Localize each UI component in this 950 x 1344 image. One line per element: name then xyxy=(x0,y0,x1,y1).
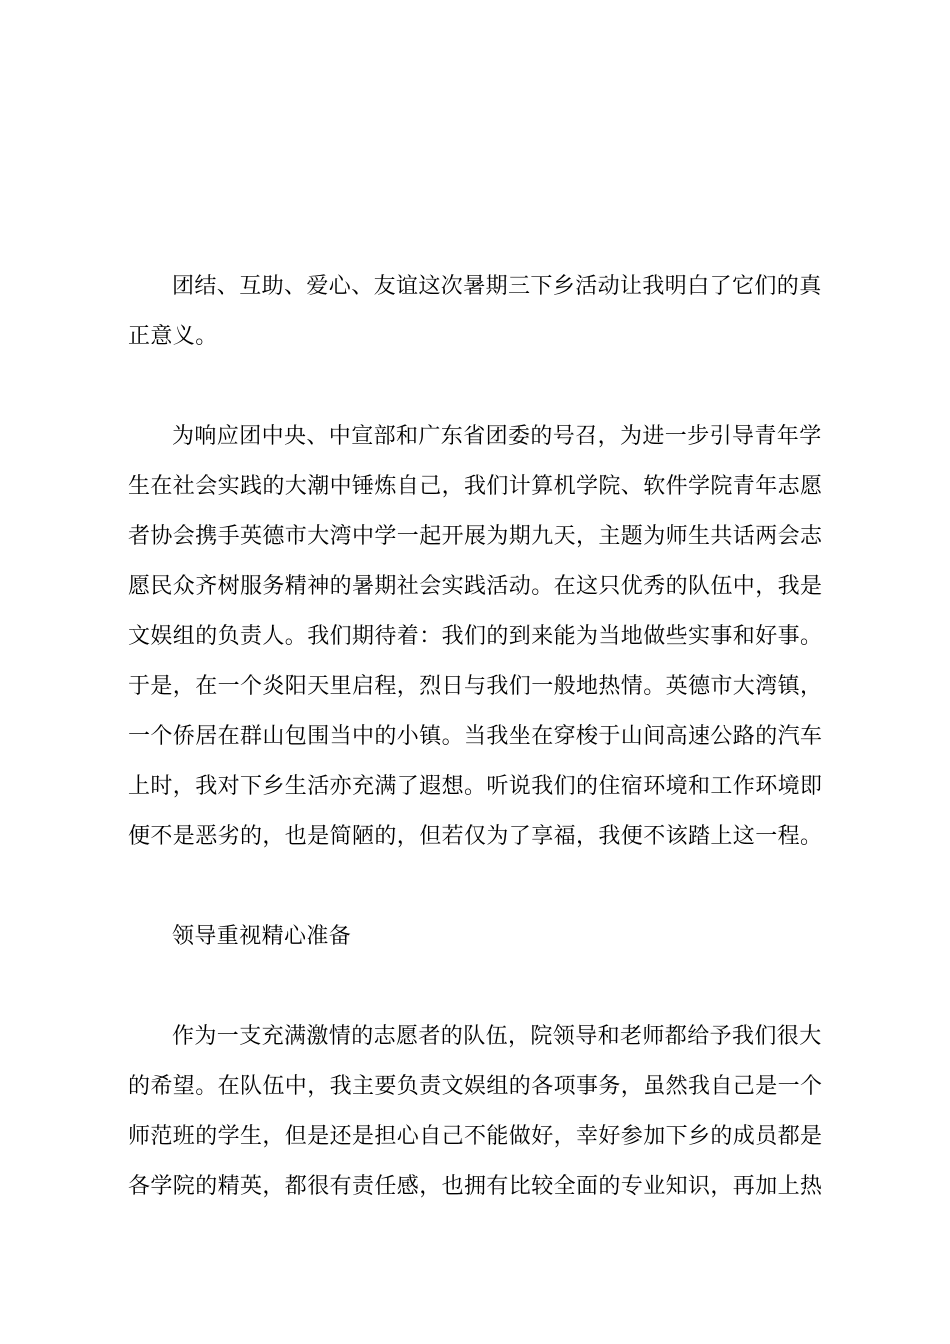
paragraph-line: 团结、互助、爱心、友谊这次暑期三下乡活动让我明白了它们的真 xyxy=(172,274,822,299)
section-heading: 领导重视精心准备 xyxy=(172,924,352,949)
paragraph-line: 正意义。 xyxy=(128,324,218,349)
paragraph-line: 的希望。在队伍中，我主要负责文娱组的各项事务，虽然我自己是一个 xyxy=(128,1074,823,1099)
paragraph-line: 文娱组的负责人。我们期待着：我们的到来能为当地做些实事和好事。 xyxy=(128,624,823,649)
paragraph-line: 者协会携手英德市大湾中学一起开展为期九天，主题为师生共话两会志 xyxy=(128,524,823,549)
paragraph-line: 上时，我对下乡生活亦充满了遐想。听说我们的住宿环境和工作环境即 xyxy=(128,774,823,799)
paragraph-line: 各学院的精英，都很有责任感，也拥有比较全面的专业知识，再加上热 xyxy=(128,1174,823,1199)
paragraph-line: 愿民众齐树服务精神的暑期社会实践活动。在这只优秀的队伍中，我是 xyxy=(128,574,823,599)
paragraph-line: 为响应团中央、中宣部和广东省团委的号召，为进一步引导青年学 xyxy=(172,424,822,449)
paragraph-line: 一个侨居在群山包围当中的小镇。当我坐在穿梭于山间高速公路的汽车 xyxy=(128,724,823,749)
paragraph-line: 生在社会实践的大潮中锤炼自己，我们计算机学院、软件学院青年志愿 xyxy=(128,474,823,499)
paragraph-line: 作为一支充满激情的志愿者的队伍，院领导和老师都给予我们很大 xyxy=(172,1024,822,1049)
paragraph-line: 师范班的学生，但是还是担心自己不能做好，幸好参加下乡的成员都是 xyxy=(128,1124,823,1149)
paragraph-line: 于是，在一个炎阳天里启程，烈日与我们一般地热情。英德市大湾镇， xyxy=(128,674,823,699)
paragraph-line: 便不是恶劣的，也是简陋的，但若仅为了享福，我便不该踏上这一程。 xyxy=(128,824,823,849)
